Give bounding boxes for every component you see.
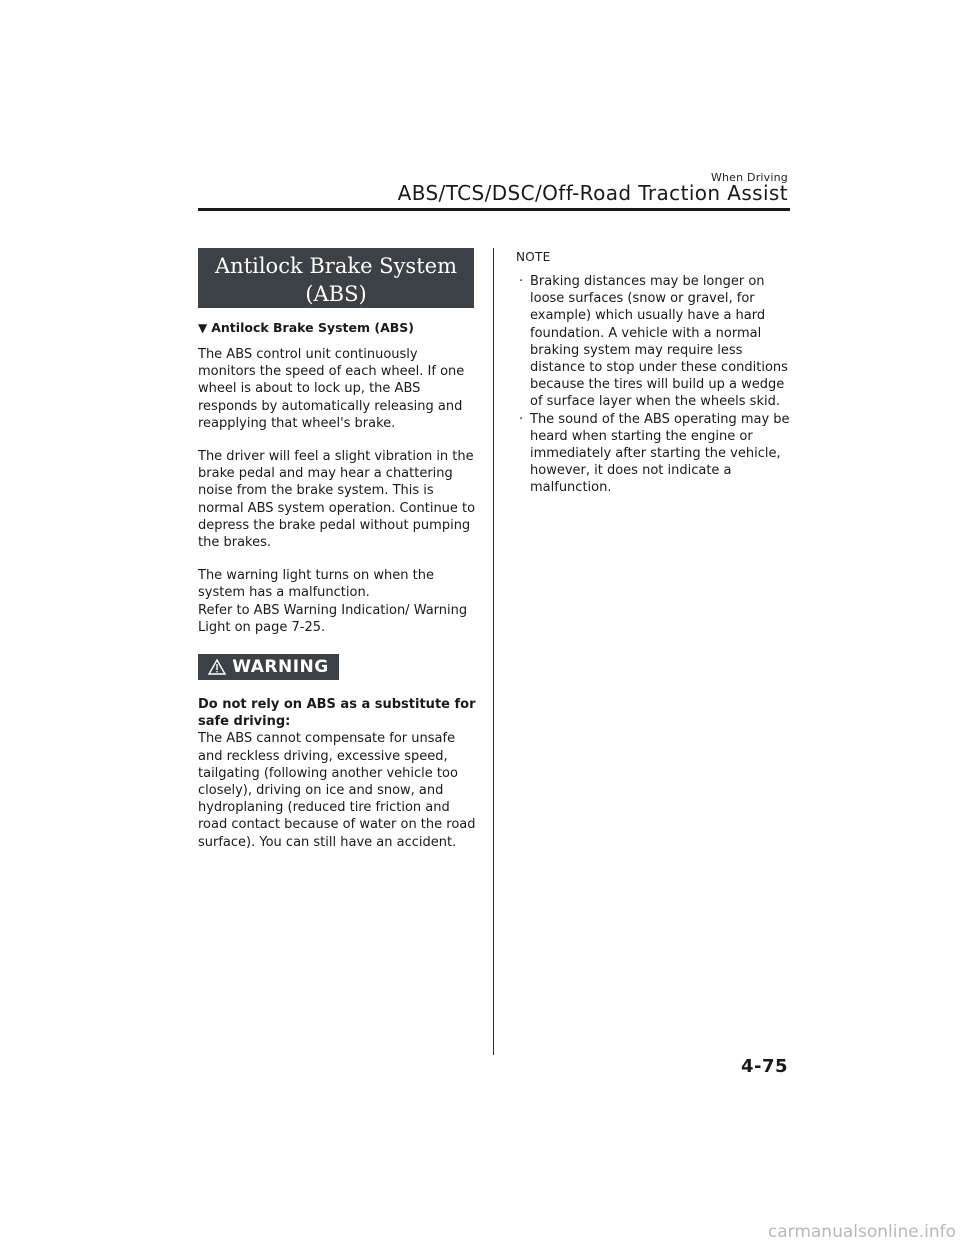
watermark: carmanualsonline.info [767,1222,956,1242]
page-number: 4-75 [740,1056,788,1077]
right-column [516,250,792,497]
note-label: NOTE [516,250,551,264]
note-item [516,411,792,497]
page-header-title: ABS/TCS/DSC/Off-Road Traction Assist [397,181,788,205]
paragraph-abs-control [198,346,476,432]
warning-content [198,696,476,851]
subheading-text: Antilock Brake System (ABS) [211,320,414,335]
note-list [516,273,792,497]
note-text: Braking distances may be longer on loose surfaces (snow or gravel, for example) which usually have a hard foundation. A vehicle with a normal braking system may require less distance to stop under these conditions because the tires will build up a wedge of surface layer when the wheels skid. [530,274,788,410]
warning-text: The ABS cannot compensate for unsafe and reckless driving, excessive speed, tailgating (following another vehicle too closely), driving on ice and snow, and hydroplaning (reduced tire friction and road contact because of water on the road surface). You can still have an accident. [198,731,476,850]
paragraph-warning-light [198,567,476,636]
section-title-line2: (ABS) [305,282,367,306]
section-label: When Driving [710,171,788,184]
note-item [516,273,792,411]
note-text: The sound of the ABS operating may be heard when starting the engine or immediately after starting the vehicle, however, it does not indicate a malfunction. [530,411,790,496]
column-divider [493,248,494,1055]
warning-label: WARNING [232,657,329,678]
subheading [198,319,476,337]
left-column [198,248,476,851]
bullet-dot-icon: · [519,274,524,289]
paragraph-text: The warning light turns on when the system has a malfunction. [198,568,434,601]
section-title-box [198,248,474,308]
page-reference: Refer to ABS Warning Indication/ Warning Light on page 7-25. [198,602,468,635]
bullet-dot-icon: · [519,411,524,427]
paragraph-text: The ABS control unit continuously monitors the speed of each wheel. If one wheel is about to lock up, the ABS responds by automatically releasing and reapplying that wheel's brake. [198,347,465,431]
triangle-marker-icon: ▼ [198,321,208,335]
warning-badge [198,654,339,680]
paragraph-driver-feel [198,448,476,551]
header-divider [198,208,790,211]
warning-triangle-icon [208,659,226,675]
warning-heading: Do not rely on ABS as a substitute for safe driving: [198,697,476,730]
paragraph-text: The driver will feel a slight vibration in the brake pedal and may hear a chattering noise from the brake system. This is normal ABS system operation. Continue to depress the brake pedal without pumping the brakes. [198,449,476,551]
section-title-line1: Antilock Brake System [215,254,457,278]
